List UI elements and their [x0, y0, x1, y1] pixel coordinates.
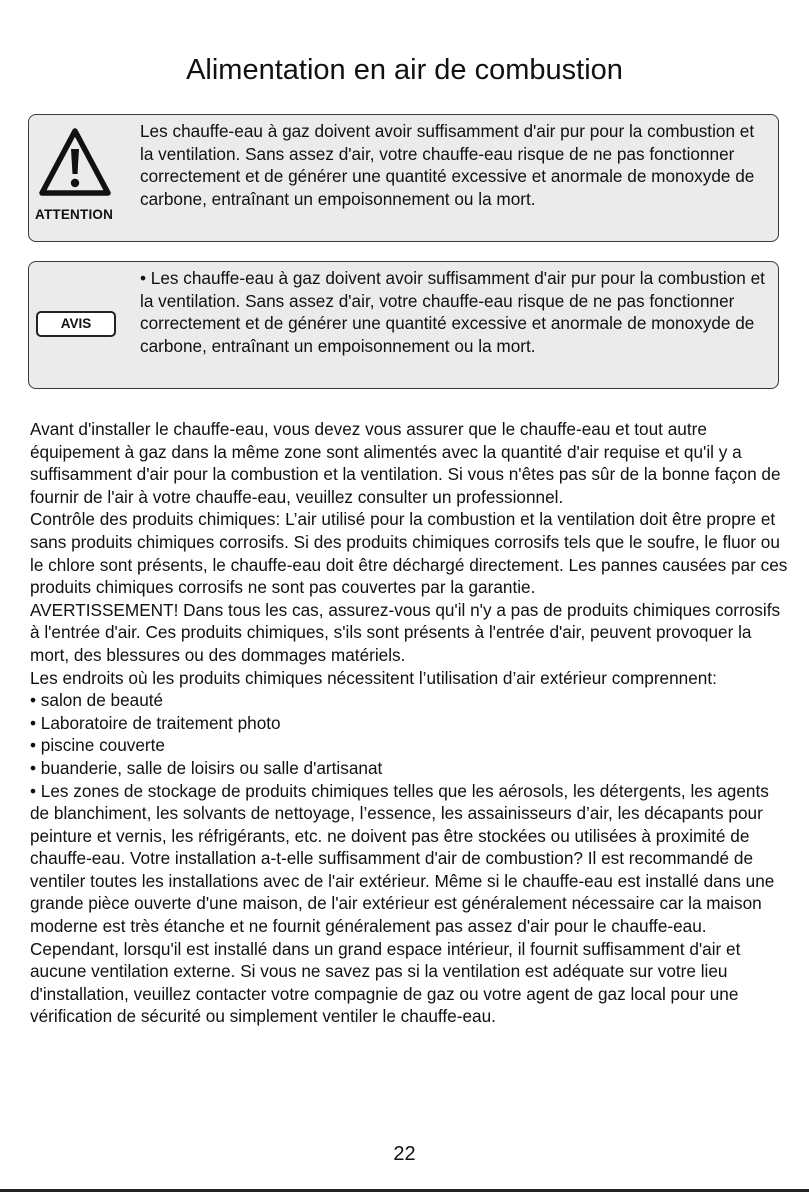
list-item-indoor-pool: • piscine couverte — [30, 735, 165, 756]
avis-badge: AVIS — [36, 311, 116, 337]
page-number: 22 — [393, 1143, 416, 1165]
paragraph-chemical-control: Contrôle des produits chimiques: L’air utilisé pour la combustion et la ventilation doit être propre et sans produits chimiques corrosifs. Si des produits chimiques corrosifs tels que le soufre, le fluor ou le chlore sont présents, le chauffe-eau doit être déchargé directement. Les pannes causées par ces produits chimiques corrosifs ne sont pas couvertes par la garantie. — [30, 509, 788, 598]
paragraph-locations-intro: Les endroits où les produits chimiques nécessitent l’utilisation d’air extérieur comprennent: — [30, 667, 717, 688]
avis-box — [28, 261, 779, 389]
paragraph-intro: Avant d'installer le chauffe-eau, vous devez vous assurer que le chauffe-eau et tout autre équipement à gaz dans la même zone sont alimentés avec la quantité d'air requise et qu'il y a suffisamment d'air pour la combustion et la ventilation. Si vous n'êtes pas sûr de la bonne façon de fournir de l'air à votre chauffe-eau, veuillez consulter un professionnel. — [30, 419, 781, 507]
attention-label: ATTENTION — [35, 207, 114, 222]
list-item-photo-lab: • Laboratoire de traitement photo — [30, 712, 281, 733]
attention-box — [28, 114, 779, 242]
avis-text: • Les chauffe-eau à gaz doivent avoir suffisamment d'air pur pour la combustion et la ventilation. Sans assez d'air, votre chauffe-eau risque de ne pas fonctionner correctement et de générer une quantité excessive et anormale de monoxyde de carbone, entraînant un empoisonnement ou la mort. — [140, 268, 765, 356]
page-title: Alimentation en air de combustion — [186, 54, 623, 86]
warning-triangle-icon — [38, 127, 112, 199]
list-item-beauty-salon: • salon de beauté — [30, 690, 164, 711]
attention-text: Les chauffe-eau à gaz doivent avoir suffisamment d'air pur pour la combustion et la ventilation. Sans assez d'air, votre chauffe-eau risque de ne pas fonctionner correctement et de générer une quantité excessive et anormale de monoxyde de carbone, entraînant un empoisonnement ou la mort. — [140, 121, 755, 209]
list-item-laundry: • buanderie, salle de loisirs ou salle d'artisanat — [30, 757, 383, 778]
paragraph-warning: AVERTISSEMENT! Dans tous les cas, assurez-vous qu'il n'y a pas de produits chimiques corrosifs à l'entrée d'air. Ces produits chimiques, s'ils sont présents à l'entrée d'air, peuvent provoquer la mort, des blessures ou des dommages matériels. — [30, 599, 781, 665]
body-text — [30, 418, 790, 1028]
list-item-chemical-storage: • Les zones de stockage de produits chimiques telles que les aérosols, les détergents, les agents de blanchiment, les solvants de nettoyage, l’essence, les assainisseurs d’air, les décapants pour peinture et vernis, les réfrigérants, etc. ne doivent pas être stockées ou utilisées à proximité de chauffe-eau. Votre installation a-t-elle suffisamment d'air de combustion? Il est recommandé de ventiler toutes les installations avec de l'air extérieur. Même si le chauffe-eau est installé dans une grande pièce ouverte d'une maison, de l'air extérieur est généralement nécessaire car la maison moderne est très étanche et ne fournit généralement pas assez d'air pour le chauffe-eau. Cependant, lorsqu'il est installé dans un grand espace intérieur, il fournit suffisamment d'air et aucune ventilation externe. Si vous ne savez pas si la ventilation est adéquate sur votre lieu d'installation, veuillez contacter votre compagnie de gaz ou votre agent de gaz local pour une vérification de sécurité ou simplement ventiler le chauffe-eau. — [30, 780, 775, 1027]
